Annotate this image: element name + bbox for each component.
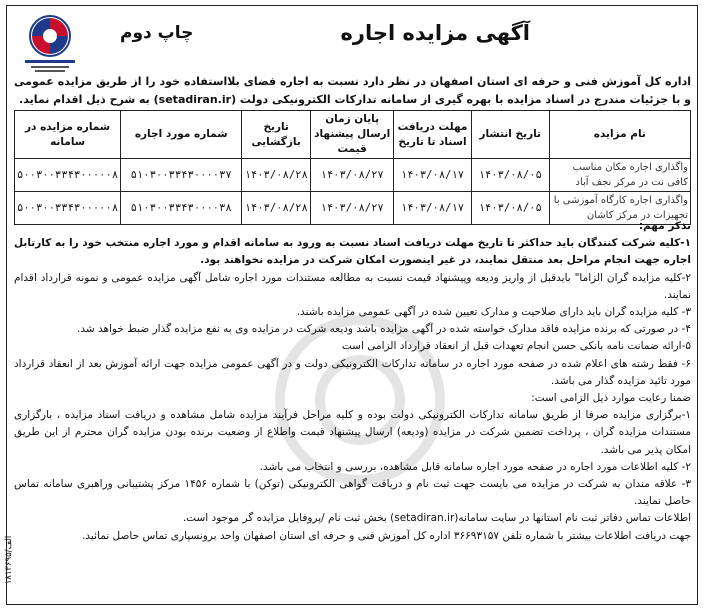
table-cell: ۱۴۰۳/۰۸/۲۷ — [311, 192, 394, 225]
column-header: تاریخ بازگشایی — [242, 111, 311, 159]
contact-info: جهت دریافت اطلاعات بیشتر با شماره تلفن ۳۶۶۹۳۱۵۷ اداره کل آموزش فنی و حرفه ای استان اصفهان واحد برونسپاری تماس حاصل نمائید. — [82, 529, 691, 542]
table-cell: ۵۱۰۳۰۰۳۳۴۳۰۰۰۰۳۸ — [121, 192, 242, 225]
intro-paragraph: اداره کل آموزش فنی و حرفه ای استان اصفهان در نظر دارد نسبت به اجاره فضای بلااستفاده خود را از طریق مزایده عمومی و با جزئیات مندرج در اسناد مزایده با بهره گیری از سامانه تدارکات الکترونیکی دولت (setadiran.ir) به شرح ذیل اقدام نماید. — [14, 75, 691, 106]
note-item: ۱-کلیه شرکت کنندگان باید حداکثر تا تاریخ مهلت دریافت اسناد نسبت به ورود به سامانه اقدام و مورد اجاره منتخب خود را به کارتابل اجاره جهت انجام مراحل بعد منتقل نمایند، در غیر اینصورت امکان شرکت در مزایده نخواهند بود. — [14, 237, 691, 267]
table-cell: واگذاری اجاره کارگاه آموزشی با تجهیزات در مرکز کاشان — [549, 192, 690, 225]
notes-section — [14, 218, 691, 545]
table-cell: ۱۴۰۳/۰۸/۱۷ — [394, 192, 472, 225]
table-cell: ۱۴۰۳/۰۸/۲۷ — [311, 159, 394, 192]
table-cell: ۵۱۰۳۰۰۳۳۴۳۰۰۰۰۳۷ — [121, 159, 242, 192]
table-header-row — [15, 111, 691, 159]
publication-code — [2, 520, 16, 600]
table-cell: ۱۴۰۳/۰۸/۰۵ — [471, 192, 549, 225]
note-item: ۴- در صورتی که برنده مزایده فاقد مدارک خواسته شده در آگهی مزایده باشد ودیعه شرکت در مزایده وی به نفع مزایده گذار ضبط خواهد شد. — [76, 323, 691, 336]
column-header: شماره مورد اجاره — [121, 111, 242, 159]
notes-heading: تذکر مهم: — [638, 220, 691, 232]
publication-code-text: ۱۸۱۳۶۹۵/الف — [4, 535, 14, 585]
note-item: ۲-کلیه مزایده گران الزاما" بایدقبل از واریز ودیعه وپیشنهاد قیمت نسبت به مطالعه مستندات مورد اجاره شامل آگهی مزایده عمومی و نمونه قرارداد اقدام نمایند. — [14, 271, 691, 301]
note-item: ۵-ارائه ضمانت نامه بانکی حسن انجام تعهدات قبل از انعقاد قرارداد الزامی است — [341, 340, 691, 353]
table-cell: ۵۰۰۳۰۰۳۳۴۳۰۰۰۰۰۸ — [15, 192, 121, 225]
column-header: شماره مزایده در سامانه — [15, 111, 121, 159]
table-cell: ۵۰۰۳۰۰۳۳۴۳۰۰۰۰۰۸ — [15, 159, 121, 192]
table-cell: ۱۴۰۳/۰۸/۱۷ — [394, 159, 472, 192]
column-header: پایان زمان ارسال پیشنهاد قیمت — [311, 111, 394, 159]
ad-title: آگهی مزایده اجاره — [340, 21, 530, 45]
column-header: تاریخ انتشار — [471, 111, 549, 159]
contact-info: اطلاعات تماس دفاتر ثبت نام استانها در سایت سامانه(setadiran.ir) بخش ثبت نام /پروفایل مزایده گر موجود است. — [182, 512, 691, 525]
edition-label: چاپ دوم — [120, 23, 194, 43]
note-item: ۳- کلیه مزایده گران باید دارای صلاحیت و مدارک تعیین شده در آگهی عمومی مزایده باشند. — [296, 306, 691, 319]
column-header: مهلت دریافت اسناد تا تاریخ — [394, 111, 472, 159]
table-cell: ۱۴۰۳/۰۸/۲۸ — [242, 192, 311, 225]
table-cell: واگذاری اجاره مکان مناسب کافی نت در مرکز نجف آباد — [549, 159, 690, 192]
requirement-item: ۳- علاقه مندان به شرکت در مزایده می بایست جهت ثبت نام و دریافت گواهی الکترونیکی (توکن) با شماره ۱۴۵۶ مرکز پشتیبانی وراهبری سامانه تماس حاصل نمایند. — [14, 478, 691, 508]
column-header: نام مزایده — [549, 111, 690, 159]
requirement-item: ۲- کلیه اطلاعات مورد اجاره در صفحه مورد اجاره سامانه قابل مشاهده، بررسی و انتخاب می باشد. — [259, 460, 691, 473]
auction-table — [14, 110, 691, 225]
requirements-heading: ضمنا رعایت موارد ذیل الزامی است: — [531, 392, 691, 405]
header — [120, 13, 530, 53]
table-row — [15, 159, 691, 192]
requirement-item: ۱-برگزاری مزایده صرفا از طریق سامانه تدارکات الکترونیکی دولت بوده و کلیه مراحل فرآیند مزایده شامل مشاهده و دریافت اسناد مزایده ، بارگزاری مستندات مزایده گران ، پرداخت تضمین شرکت در مزایده (ودیعه) ارسال پیشنهاد قیمت واطلاع از وضعیت برنده بودن مزایده گران محترم از این طریق امکان پذیر می باشد. — [14, 409, 691, 456]
table-cell: ۱۴۰۳/۰۸/۰۵ — [471, 159, 549, 192]
table-cell: ۱۴۰۳/۰۸/۲۸ — [242, 159, 311, 192]
note-item: ۶- فقط رشته های اعلام شده در صفحه مورد اجاره در سامانه تدارکات الکترونیکی دولت و در آگهی عمومی مزایده جهت ارائه آموزش بعد از انعقاد قرارداد مورد تائید مزایده گذار می باشد. — [14, 357, 691, 387]
organization-logo-icon — [17, 12, 83, 74]
